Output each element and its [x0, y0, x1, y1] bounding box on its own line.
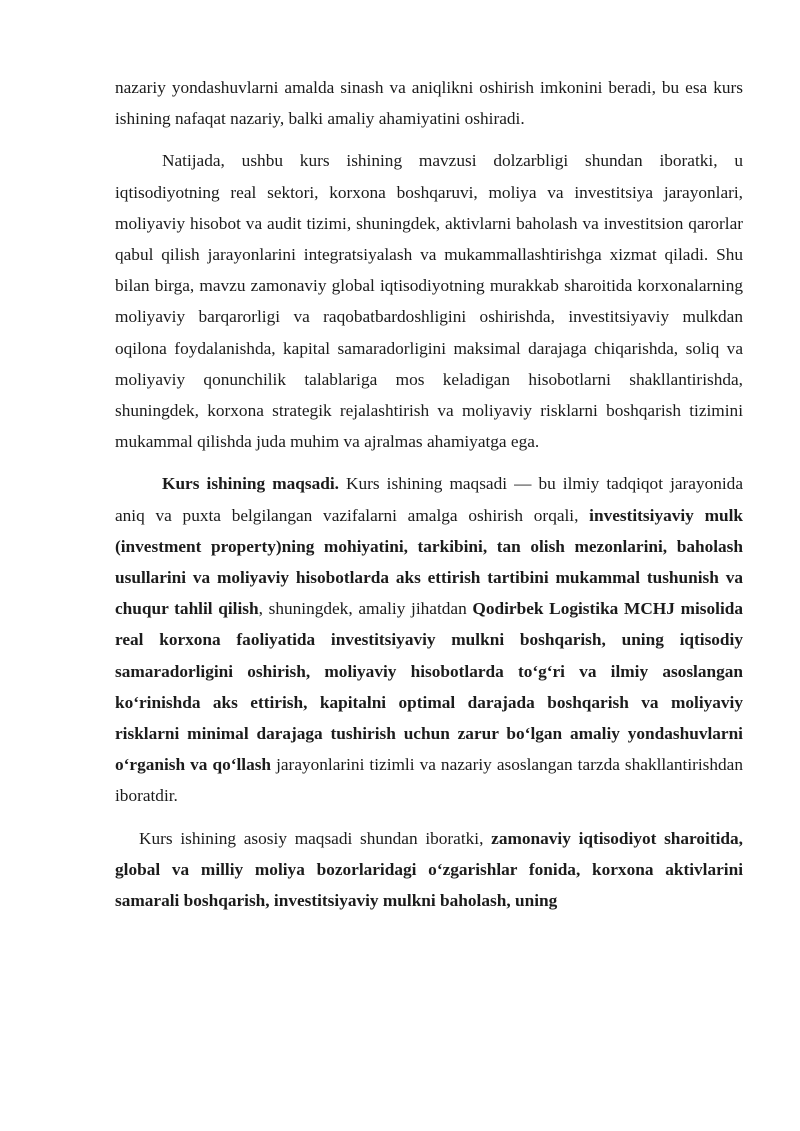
section-heading-goal: Kurs ishining maqsadi.: [162, 474, 339, 494]
paragraph-goal: [115, 468, 743, 811]
paragraph-text: Kurs ishining maqsadi — bu ilmiy tadqiqot jarayonida aniq va puxta belgilangan vazifalarni amalga oshirish orqali,: [115, 474, 743, 525]
emphasis-text: zamonaviy iqtisodiyot sharoitida, global va milliy moliya bozorlaridagi o‘zgarishlar fonida, korxona aktivlarini samarali boshqarish, investitsiyaviy mulkni baholash, uning: [115, 828, 743, 911]
paragraph-text: Natijada, ushbu kurs ishining mavzusi dolzarbligi shundan iboratki, u iqtisodiyotning real sektori, korxona boshqaruvi, moliya va investitsiya jarayonlari, moliyaviy hisobot va audit tizimi, shuningdek, aktivlarni baholash va investitsion qarorlar qabul qilish jarayonlarini integratsiyalash va mukammallashtirishga xizmat qiladi. Shu bilan birga, mavzu zamonaviy global iqtisodiyotning murakkab sharoitida korxonalarning moliyaviy barqarorligi va raqobatbardoshligini oshirishda, investitsiyaviy mulkdan oqilona foydalanishda, kapital samaradorligini maksimal darajaga chiqarishda, soliq va moliyaviy qonunchilik talablariga mos keladigan hisobotlarni shakllantirishda, shuningdek, korxona strategik rejalashtirish va moliyaviy risklarni boshqarish tizimini mukammal qilishda juda muhim va ajralmas ahamiyatga ega.: [115, 151, 743, 452]
paragraph-text: , shuningdek, amaliy jihatdan: [258, 599, 473, 619]
document-page: [115, 72, 743, 916]
emphasis-text: investitsiyaviy mulk (investment property)ning mohiyatini, tarkibini, tan olish mezonlarini, baholash usullarini va moliyaviy hisobotlarda aks ettirish tartibini mukammal tushunish va chuqur tahlil qilish: [115, 505, 743, 619]
paragraph-relevance: [115, 145, 743, 457]
paragraph-intro-continuation: [115, 72, 743, 134]
paragraph-text: jarayonlarini tizimli va nazariy asoslangan tarzda shakllantirishdan iboratdir.: [115, 755, 743, 806]
paragraph-text: nazariy yondashuvlarni amalda sinash va aniqlikni oshirish imkonini beradi, bu esa kurs ishining nafaqat nazariy, balki amaliy ahamiyatini oshiradi.: [115, 78, 743, 129]
paragraph-main-goal: [115, 823, 743, 917]
paragraph-text: Kurs ishining asosiy maqsadi shundan iboratki,: [139, 828, 492, 848]
emphasis-text: Qodirbek Logistika MCHJ misolida real korxona faoliyatida investitsiyaviy mulkni boshqarish, uning iqtisodiy samaradorligini oshirish, moliyaviy hisobotlarda to‘g‘ri va ilmiy asoslangan ko‘rinishda aks ettirish, kapitalni optimal darajada boshqarish va moliyaviy risklarni minimal darajaga tushirish uchun zarur bo‘lgan amaliy yondashuvlarni o‘rganish va qo‘llash: [115, 599, 743, 775]
